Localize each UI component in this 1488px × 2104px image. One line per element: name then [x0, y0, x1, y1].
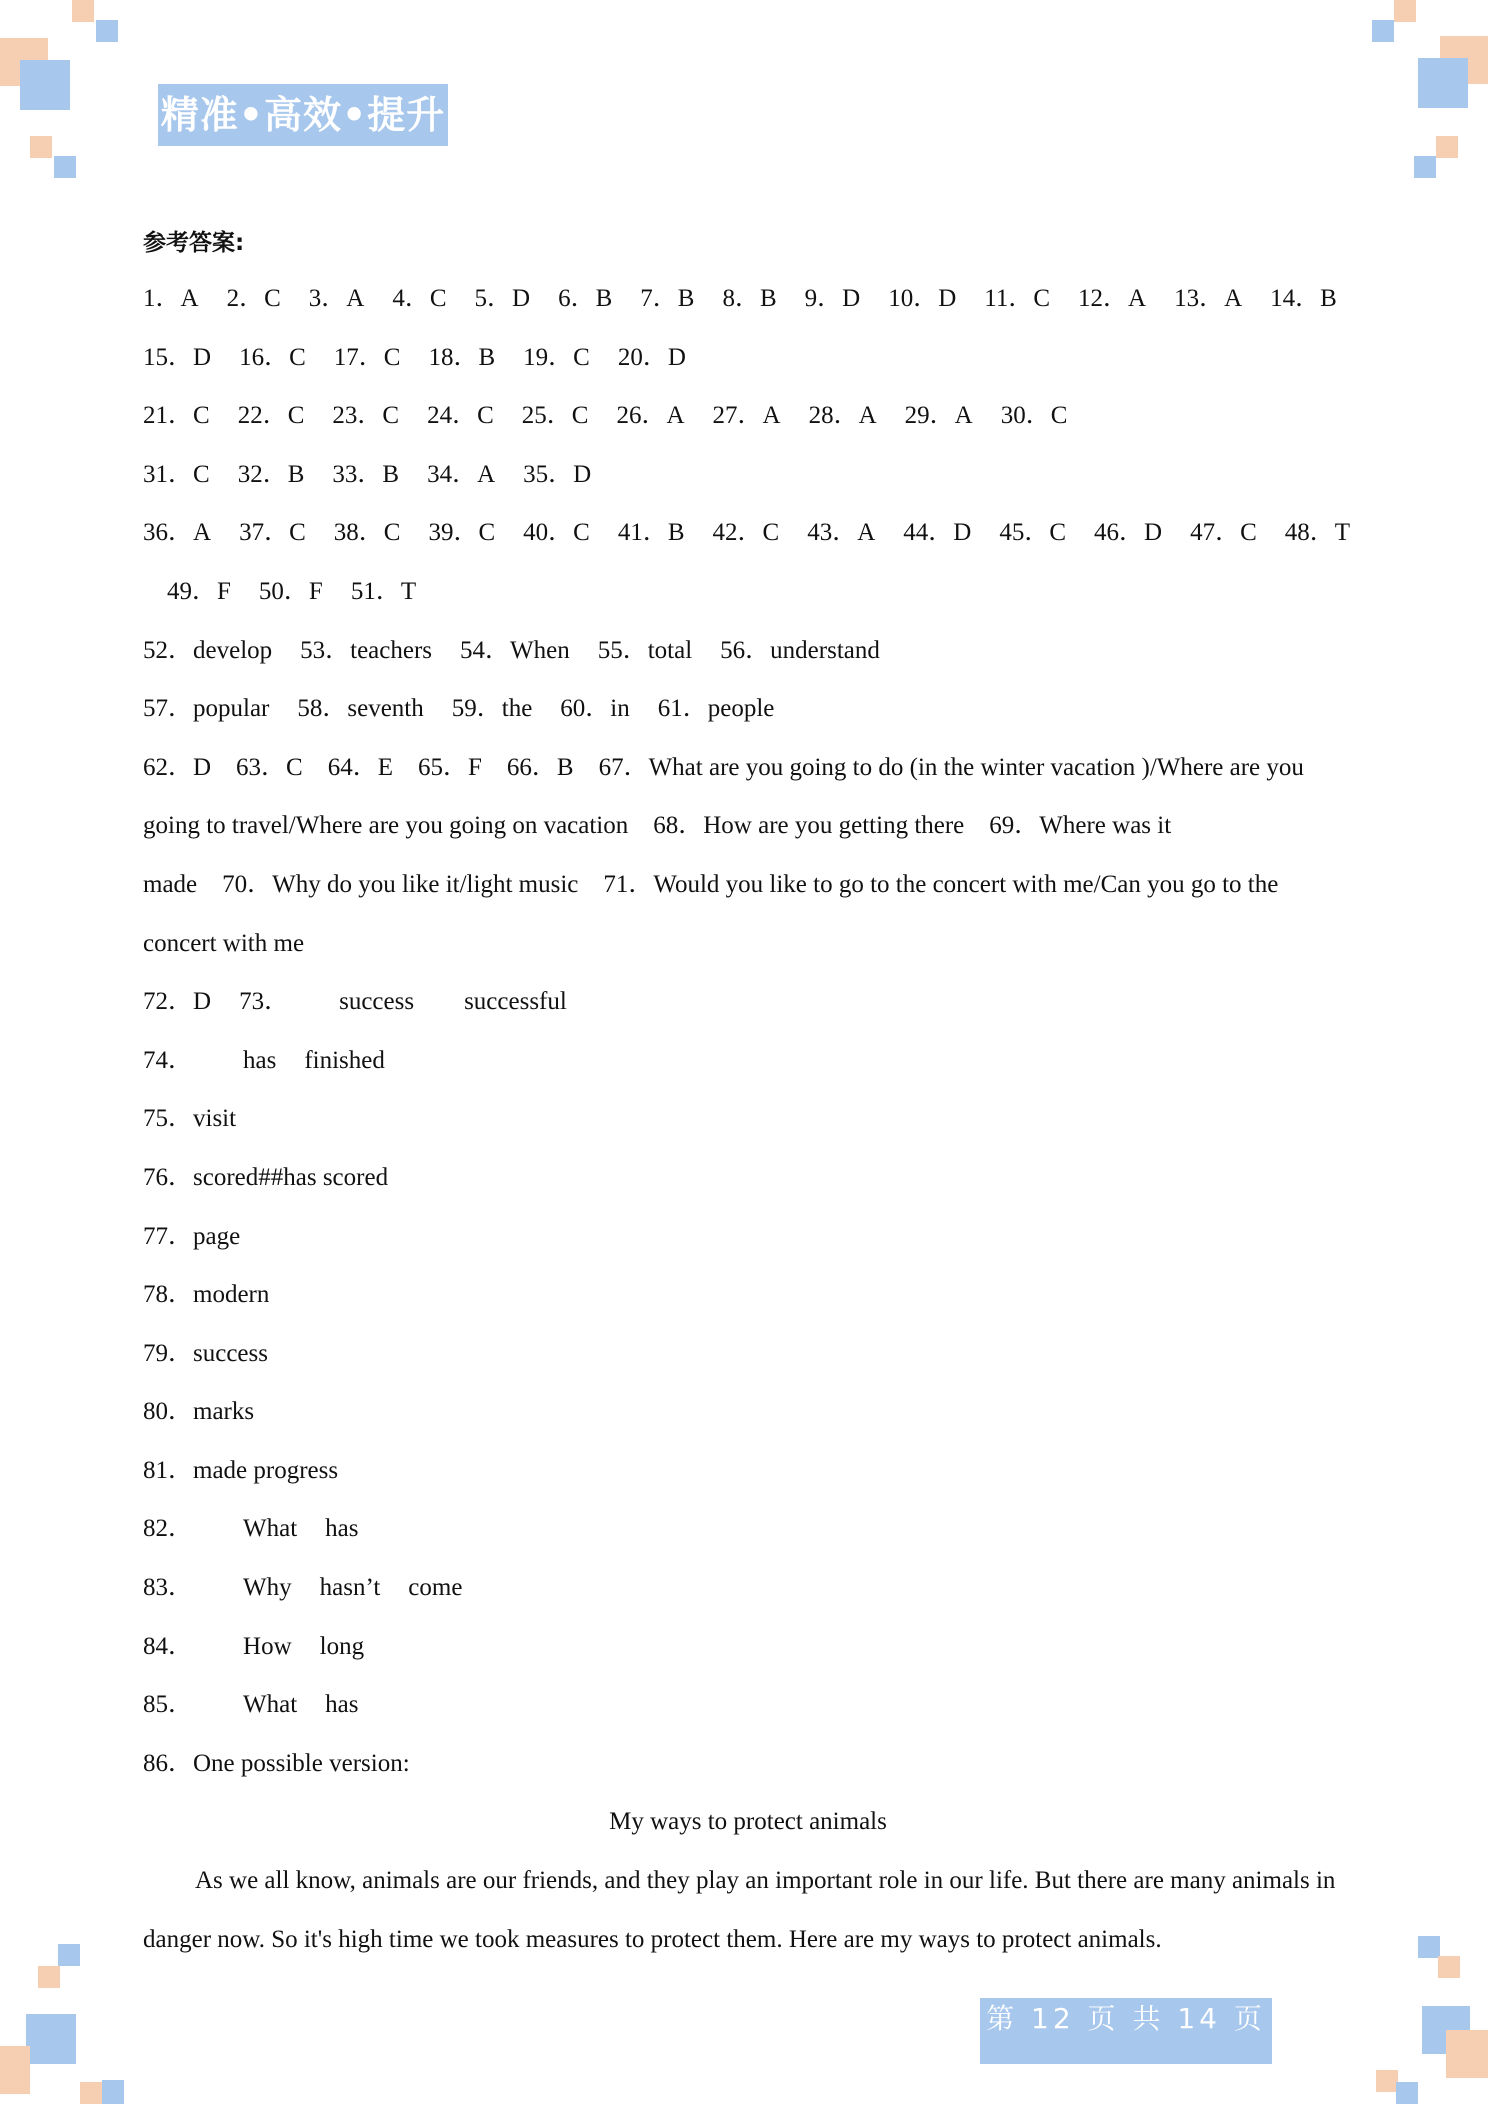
corner-decoration	[1394, 0, 1416, 22]
answer-line-74	[143, 1032, 1353, 1091]
answer-item: 55．total	[597, 636, 693, 664]
answer-line: concert with me	[143, 929, 305, 957]
long-answers	[143, 739, 1353, 973]
answer-line: 81．made progress	[143, 1456, 339, 1484]
answer-item: 18．B	[428, 343, 496, 371]
answer-item: 16．C	[239, 343, 306, 371]
answer-line: 80．marks	[143, 1398, 255, 1426]
corner-decoration	[1376, 2070, 1398, 2092]
essay-title: My ways to protect animals	[609, 1808, 887, 1836]
answer-item: 41．B	[617, 519, 685, 547]
corner-decoration	[0, 2046, 30, 2094]
item-word: Why	[243, 1574, 292, 1602]
answer-line-84	[143, 1618, 1353, 1677]
answer-item: 3．A	[308, 285, 365, 312]
answer-item: 45．C	[999, 519, 1066, 547]
answer-item: 2．C	[226, 285, 281, 312]
answer-row	[143, 622, 1353, 681]
answer-item: 49．F	[167, 577, 231, 605]
answer-item: 26．A	[616, 402, 685, 430]
answer-item: 42．C	[712, 519, 780, 547]
answer-line: going to travel/Where are you going on vacation 68．How are you getting there 69．Where was it	[143, 812, 1172, 840]
item-number: 82．	[143, 1515, 194, 1543]
item-word: successful	[464, 988, 567, 1016]
item-word: long	[319, 1632, 365, 1660]
corner-decoration	[1396, 2082, 1418, 2104]
corner-decoration	[102, 2080, 124, 2104]
answer-item: 52．develop	[143, 636, 273, 664]
answer-item: 15．D	[143, 343, 212, 371]
answer-item: 25．C	[521, 402, 589, 430]
answer-line-85	[143, 1676, 1353, 1735]
answer-item: 54．When	[460, 636, 570, 664]
answer-item: 10．D	[888, 285, 957, 312]
answers-heading: 参考答案:	[143, 230, 245, 256]
corner-decoration	[72, 0, 94, 22]
answer-item: 21．C	[143, 402, 210, 430]
answer-item: 58．seventh	[297, 695, 424, 723]
answer-item: 31．C	[143, 460, 210, 488]
answer-item: 44．D	[903, 519, 972, 547]
answer-item: 59．the	[451, 695, 533, 723]
answer-item: 4．C	[392, 285, 447, 312]
answer-item: 37．C	[239, 519, 306, 547]
corner-decoration	[1418, 58, 1468, 108]
answer-line-83	[143, 1559, 1353, 1618]
header-badge: 精准•高效•提升	[158, 84, 448, 146]
item-number: 72．	[143, 988, 194, 1016]
answer-item: 6．B	[558, 285, 613, 312]
answer-line: made 70．Why do you like it/light music 71．Would you like to go to the concert with me/Can you go to the	[143, 870, 1279, 898]
answer-line: 77．page	[143, 1222, 241, 1250]
item-word: What	[243, 1691, 298, 1719]
answer-item: 36．A	[143, 519, 212, 547]
answer-item: 33．B	[332, 460, 400, 488]
answer-item: 22．C	[237, 402, 305, 430]
answer-item: 29．A	[904, 402, 973, 430]
corner-decoration	[1436, 136, 1458, 158]
answer-item: 24．C	[427, 402, 494, 430]
item-word: come	[408, 1574, 463, 1602]
answer-item: 23．C	[332, 402, 400, 430]
answer-item: 48．T	[1284, 519, 1351, 547]
answer-line: 78．modern	[143, 1281, 270, 1309]
answer-content	[143, 216, 1353, 1953]
answer-line: 79．success	[143, 1339, 268, 1367]
answer-row	[143, 680, 1353, 739]
answer-item: 57．popular	[143, 695, 270, 723]
corner-decoration	[30, 136, 52, 158]
answer-rows	[143, 270, 1353, 739]
item-number: 83．	[143, 1574, 194, 1602]
item-number: 73．	[239, 988, 290, 1016]
answer-row	[143, 563, 1353, 622]
answer-item: 17．C	[333, 343, 401, 371]
answer-item: 50．F	[258, 577, 323, 605]
item-number: 85．	[143, 1691, 194, 1719]
item-word: hasn’t	[319, 1574, 381, 1602]
answer-item: 20．D	[617, 343, 686, 371]
answer-item: 34．A	[427, 460, 496, 488]
corner-decoration	[1418, 1936, 1440, 1958]
corner-decoration	[38, 1966, 60, 1988]
corner-decoration	[26, 2014, 76, 2064]
answer-item: 32．B	[237, 460, 305, 488]
answer-row	[143, 504, 1353, 563]
answer-item: 46．D	[1094, 519, 1163, 547]
answer-line: 62．D 63．C 64．E 65．F 66．B 67．What are you going to do (in the winter vacation )/Where are you	[143, 753, 1304, 781]
answer-line-86: 86．One possible version:	[143, 1749, 410, 1777]
answer-item: 35．D	[523, 460, 592, 488]
corner-decoration	[1446, 2030, 1488, 2078]
answer-item: 47．C	[1190, 519, 1257, 547]
answer-item: 38．C	[333, 519, 401, 547]
item-word: What	[243, 1515, 298, 1543]
corner-decoration	[54, 156, 76, 178]
answer-item: 28．A	[808, 402, 877, 430]
answer-row	[143, 270, 1353, 329]
corner-decoration	[96, 20, 118, 42]
answer-item: 8．B	[722, 285, 777, 312]
answer-item: 13．A	[1174, 285, 1243, 312]
corner-decoration	[58, 1944, 80, 1966]
item-word: has	[243, 1046, 277, 1074]
answer-item: 61．people	[657, 695, 775, 723]
answer-item: 5．D	[474, 285, 531, 312]
answer-item: 51．T	[350, 577, 417, 605]
answer-item: 12．A	[1078, 285, 1147, 312]
corner-decoration	[1414, 156, 1436, 178]
answer-item: 43．A	[807, 519, 876, 547]
answer-row	[143, 446, 1353, 505]
answer-item: 27．A	[712, 402, 781, 430]
answer-item: 60．in	[560, 695, 630, 723]
answer-line: 76．scored##has scored	[143, 1163, 389, 1191]
answer-item: 14．B	[1270, 285, 1337, 312]
answer-item: 39．C	[428, 519, 496, 547]
corner-decoration	[20, 60, 70, 110]
answer-item: 1．A	[143, 285, 199, 312]
page-number-badge: 第 12 页 共 14 页	[980, 1998, 1272, 2064]
corner-decoration	[1372, 20, 1394, 42]
answer-item: 7．B	[640, 285, 695, 312]
answer-line-72	[143, 973, 1353, 1032]
answer-row	[143, 329, 1353, 388]
essay-paragraph: As we all know, animals are our friends, and they play an important role in our life. But there are many animals in danger now. So it's high time we took measures to protect them. Here are my ways to protect animals.	[143, 1867, 1336, 1953]
corner-decoration	[80, 2082, 102, 2104]
answer-line: 75．visit	[143, 1105, 237, 1133]
answer-row	[143, 387, 1353, 446]
item-word: How	[243, 1632, 292, 1660]
item-number: 84．	[143, 1632, 194, 1660]
answer-item: 30．C	[1000, 402, 1068, 430]
item-number: 74．	[143, 1046, 194, 1074]
answer-item: 40．C	[523, 519, 590, 547]
answer-item: 19．C	[523, 343, 590, 371]
answer-item: 9．D	[804, 285, 861, 312]
answer-line-82	[143, 1500, 1353, 1559]
answer-item: 11．C	[984, 285, 1050, 312]
answer-item: 56．understand	[720, 636, 880, 664]
answer-item: 53．teachers	[300, 636, 433, 664]
item-answer: D	[193, 988, 212, 1016]
item-word: success	[339, 988, 415, 1016]
item-word: has	[325, 1515, 359, 1543]
item-word: has	[325, 1691, 359, 1719]
item-word: finished	[304, 1046, 385, 1074]
corner-decoration	[1438, 1956, 1460, 1978]
